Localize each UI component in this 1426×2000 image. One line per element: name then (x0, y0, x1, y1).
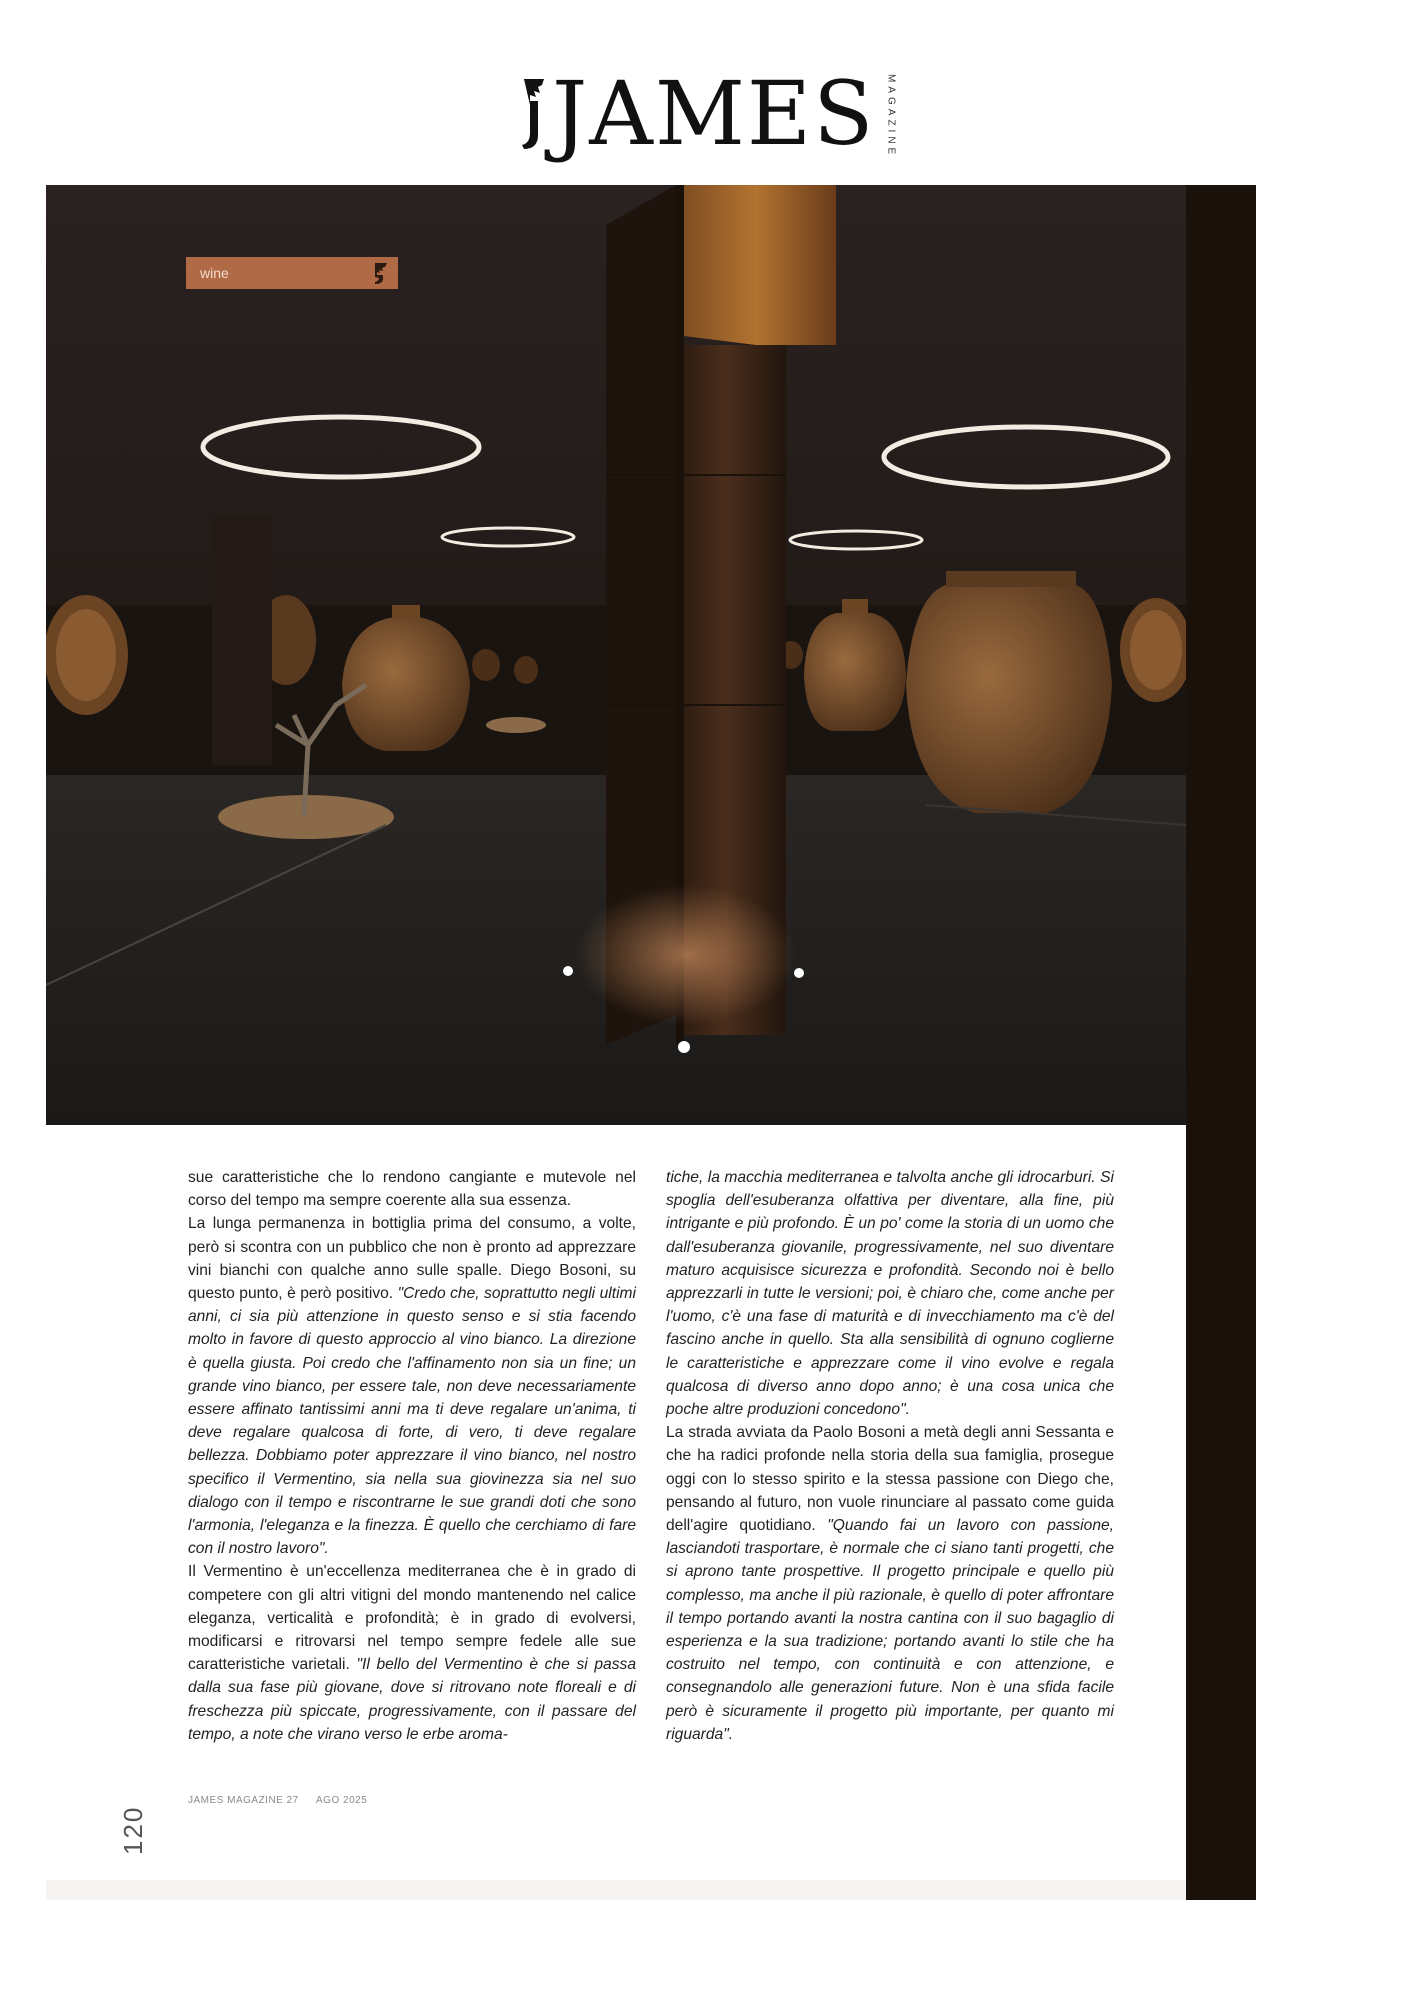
masthead-title: JAMES (552, 62, 876, 165)
page-number: 120 (118, 1805, 148, 1855)
section-tag-label: wine (200, 265, 229, 281)
body-text: La lunga permanenza in bottiglia prima del consumo, a volte, però si scontra con un pubblico che non è pronto ad apprezzare vini bianchi con qualche anno sulle spalle. Diego Bosoni, su questo punto, è però positivo. (188, 1215, 636, 1303)
article-paragraph (188, 1166, 636, 1212)
article-column-left (188, 1166, 636, 1746)
cellar-photo (46, 185, 1186, 1125)
footer-band (46, 1880, 1186, 1900)
section-tag (186, 257, 398, 289)
cellar-photo-illustration (46, 185, 1186, 1125)
quote-text: tiche, la macchia mediterranea e talvolta anche gli idrocarburi. Si spoglia dell'esuberanza olfattiva per diventare, alla fine, più intrigante e più profondo. È un po' come la storia di un uomo che dall'esuberanza giovanile, progressivamente, nel suo diventare maturo acquisisce sicurezza e profondità. Secondo noi è bello apprezzarli in tutte le versioni; poi, è chiaro che, come anche per l'uomo, c'è una fase di maturità e di invecchiamento ma c'è del fascino anche in quello. Sta alla sensibilità di ognuno coglierne le caratteristiche e apprezzare come il vino evolve e regala qualcosa di diverso anno dopo anno; è una cosa unica che poche altre produzioni concedono". (666, 1169, 1114, 1419)
body-text: sue caratteristiche che lo rendono cangiante e mutevole nel corso del tempo ma sempre coerente alla sua essenza. (188, 1169, 636, 1210)
body-text: La strada avviata da Paolo Bosoni a metà degli anni Sessanta e che ha radici profonde nella storia della sua famiglia, prosegue oggi con lo stesso spirito e la stessa passione con Diego che, pensando al futuro, non vuole rinunciare al passato come guida dell'agire quotidiano. (666, 1424, 1114, 1535)
article-paragraph (188, 1212, 636, 1560)
article-paragraph (666, 1421, 1114, 1746)
article-column-right (666, 1166, 1114, 1746)
quote-text: "Quando fai un lavoro con passione, lasciandoti trasportare, è normale che ci siano tanti progetti, che si aprono tante prospettive. Il progetto principale e quello più complesso, ma anche il più razionale, è quello di poter affrontare il tempo portando avanti la nostra cantina con il suo bagaglio di esperienza e la sua tradizione; portando avanti lo stile che ha costruito nel tempo, con continuità e con attenzione, e consegnandolo alle generazioni future. Non è una sfida facile però è sicuramente il progetto più importante, per quanto mi riguarda". (666, 1517, 1114, 1743)
decorative-side-bar (1186, 185, 1256, 1900)
quote-text: "Credo che, soprattutto negli ultimi anni, ci sia più attenzione in questo senso e si stia facendo molto in favore di questo approccio al vino bianco. La direzione è quella giusta. Poi credo che l'affinamento non sia un fine; un grande vino bianco, per essere tale, non deve necessariamente essere affinato tantissimi anni ma ti deve regalare un'anima, ti deve regalare qualcosa di forte, di vero, ti deve regalare bellezza. Dobbiamo poter apprezzare il vino bianco, nel nostro specifico il Vermentino, sia nella sua giovinezza sia nel suo dialogo con il tempo e riscontrarne le sue grandi doti che sono l'armonia, l'eleganza e la finezza. È quello che cerchiamo di fare con il nostro lavoro". (188, 1285, 637, 1558)
lion-emblem-icon (518, 75, 550, 153)
body-text: Il Vermentino è un'eccellenza mediterranea che è in grado di competere con gli altri vitigni del mondo mantenendo nel calice eleganza, verticalità e profondità; è in grado di evolversi, modificarsi e ritrovarsi nel tempo sempre fedele alle sue caratteristiche varietali. (188, 1563, 636, 1674)
masthead-subtitle: MAGAZINE (885, 74, 897, 159)
quote-text: "Il bello del Vermentino è che si passa dalla sua fase più giovane, dove si ritrovano note floreali e di freschezza più spiccate, progressivamente, con il passare del tempo, a note che virano verso le erbe aroma- (188, 1656, 636, 1743)
article-paragraph (188, 1560, 636, 1746)
article-paragraph (666, 1166, 1114, 1421)
masthead (518, 64, 896, 164)
footer-date: AGO 2025 (316, 1795, 368, 1806)
footer-magazine: JAMES MAGAZINE 27 (188, 1795, 299, 1806)
lion-emblem-icon (372, 261, 390, 285)
